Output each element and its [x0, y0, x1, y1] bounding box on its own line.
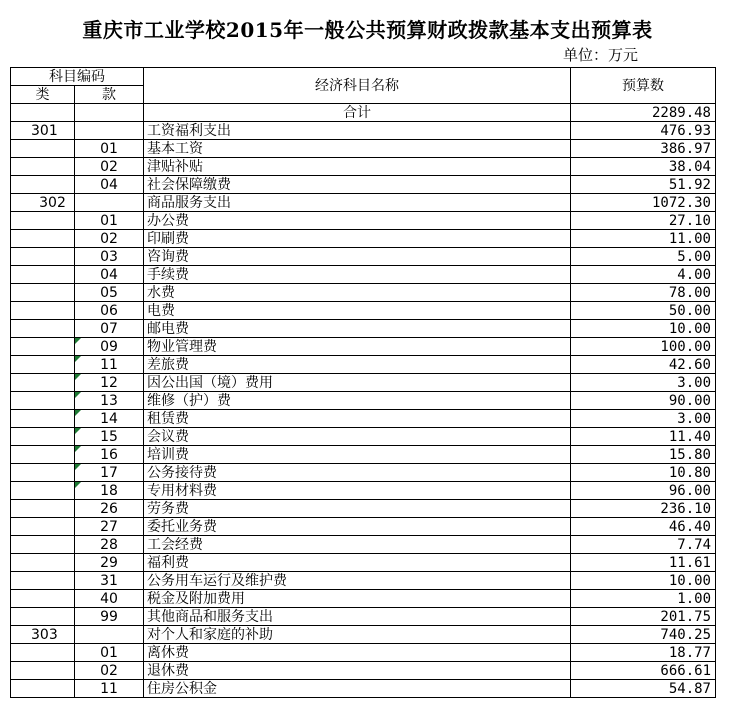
- name-cell[interactable]: 水费: [144, 284, 571, 302]
- kuan-text: 06: [100, 302, 118, 319]
- header-code-group[interactable]: 科目编码: [11, 68, 144, 86]
- kuan-cell[interactable]: [75, 428, 144, 446]
- kuan-text: 28: [100, 536, 118, 553]
- table-row: [11, 158, 716, 176]
- table-row: [11, 572, 716, 590]
- name-cell[interactable]: 邮电费: [144, 320, 571, 338]
- amount-cell[interactable]: 201.75: [571, 608, 716, 626]
- lei-cell[interactable]: [11, 374, 75, 392]
- kuan-cell[interactable]: [75, 590, 144, 608]
- kuan-cell[interactable]: [75, 464, 144, 482]
- name-cell[interactable]: 工会经费: [144, 536, 571, 554]
- name-cell[interactable]: 委托业务费: [144, 518, 571, 536]
- table-row: [11, 680, 716, 698]
- amount-cell[interactable]: 96.00: [571, 482, 716, 500]
- cell-marker-icon: [75, 338, 81, 344]
- cell-marker-icon: [75, 392, 81, 398]
- lei-cell[interactable]: [11, 446, 75, 464]
- name-cell[interactable]: 培训费: [144, 446, 571, 464]
- name-cell[interactable]: 退休费: [144, 662, 571, 680]
- cell-marker-icon: [75, 446, 81, 452]
- lei-cell[interactable]: [11, 662, 75, 680]
- lei-cell[interactable]: [11, 320, 75, 338]
- name-cell[interactable]: 对个人和家庭的补助: [144, 626, 571, 644]
- name-cell[interactable]: 住房公积金: [144, 680, 571, 698]
- total-kuan-cell[interactable]: [75, 104, 144, 122]
- kuan-cell[interactable]: [75, 446, 144, 464]
- table-row: [11, 446, 716, 464]
- table-row: [11, 212, 716, 230]
- kuan-text: 01: [100, 644, 118, 661]
- lei-cell[interactable]: [11, 572, 75, 590]
- amount-cell[interactable]: 740.25: [571, 626, 716, 644]
- header-name[interactable]: 经济科目名称: [144, 68, 571, 104]
- table-row: [11, 662, 716, 680]
- kuan-cell[interactable]: [75, 176, 144, 194]
- amount-cell[interactable]: 3.00: [571, 410, 716, 428]
- kuan-text: 14: [100, 410, 118, 427]
- lei-cell[interactable]: [11, 392, 75, 410]
- kuan-cell[interactable]: [75, 320, 144, 338]
- lei-cell[interactable]: [11, 590, 75, 608]
- table-row: [11, 230, 716, 248]
- lei-cell[interactable]: [11, 248, 75, 266]
- table-row: [11, 518, 716, 536]
- kuan-text: 04: [100, 176, 118, 193]
- amount-cell[interactable]: 11.61: [571, 554, 716, 572]
- amount-cell[interactable]: 10.00: [571, 320, 716, 338]
- name-cell[interactable]: 维修（护）费: [144, 392, 571, 410]
- kuan-cell[interactable]: [75, 122, 144, 140]
- amount-cell[interactable]: 476.93: [571, 122, 716, 140]
- lei-cell[interactable]: [11, 338, 75, 356]
- lei-cell[interactable]: [11, 176, 75, 194]
- kuan-text: 11: [100, 356, 118, 373]
- kuan-text: 07: [100, 320, 118, 337]
- lei-cell[interactable]: 301: [11, 122, 75, 140]
- name-cell[interactable]: 离休费: [144, 644, 571, 662]
- lei-cell[interactable]: [11, 212, 75, 230]
- lei-cell[interactable]: [11, 284, 75, 302]
- kuan-cell[interactable]: [75, 482, 144, 500]
- name-cell[interactable]: 社会保障缴费: [144, 176, 571, 194]
- lei-cell[interactable]: [11, 266, 75, 284]
- kuan-text: 03: [100, 248, 118, 265]
- total-amount[interactable]: 2289.48: [571, 104, 716, 122]
- lei-cell[interactable]: [11, 428, 75, 446]
- kuan-cell[interactable]: [75, 536, 144, 554]
- kuan-text: 29: [100, 554, 118, 571]
- kuan-cell[interactable]: [75, 572, 144, 590]
- kuan-cell[interactable]: [75, 230, 144, 248]
- table-row: [11, 374, 716, 392]
- kuan-text: 02: [100, 230, 118, 247]
- amount-cell[interactable]: 1.00: [571, 590, 716, 608]
- kuan-cell[interactable]: [75, 248, 144, 266]
- kuan-text: 04: [100, 266, 118, 283]
- cell-marker-icon: [75, 482, 81, 488]
- table-row: [11, 536, 716, 554]
- total-lei-cell[interactable]: [11, 104, 75, 122]
- total-row: [11, 104, 716, 122]
- kuan-cell[interactable]: [75, 662, 144, 680]
- kuan-cell[interactable]: [75, 284, 144, 302]
- lei-cell[interactable]: [11, 644, 75, 662]
- amount-cell[interactable]: 10.00: [571, 572, 716, 590]
- kuan-text: 18: [100, 482, 118, 499]
- amount-cell[interactable]: 11.00: [571, 230, 716, 248]
- amount-cell[interactable]: 54.87: [571, 680, 716, 698]
- cell-marker-icon: [75, 410, 81, 416]
- lei-cell[interactable]: 302: [11, 194, 75, 212]
- table-row: [11, 140, 716, 158]
- amount-cell[interactable]: 100.00: [571, 338, 716, 356]
- header-kuan[interactable]: 款: [75, 86, 144, 104]
- name-cell[interactable]: 会议费: [144, 428, 571, 446]
- name-cell[interactable]: 租赁费: [144, 410, 571, 428]
- unit-label: 单位：万元: [563, 46, 639, 64]
- table-row: [11, 392, 716, 410]
- cell-marker-icon: [75, 428, 81, 434]
- amount-cell[interactable]: 1072.30: [571, 194, 716, 212]
- lei-cell[interactable]: [11, 356, 75, 374]
- table-row: [11, 626, 716, 644]
- name-cell[interactable]: 电费: [144, 302, 571, 320]
- lei-cell[interactable]: [11, 464, 75, 482]
- kuan-text: 11: [100, 680, 118, 697]
- amount-cell[interactable]: 38.04: [571, 158, 716, 176]
- name-cell[interactable]: 专用材料费: [144, 482, 571, 500]
- lei-cell[interactable]: [11, 140, 75, 158]
- kuan-text: 15: [100, 428, 118, 445]
- kuan-cell[interactable]: [75, 356, 144, 374]
- table-row: [11, 554, 716, 572]
- kuan-text: 26: [100, 500, 118, 517]
- lei-cell[interactable]: [11, 518, 75, 536]
- name-cell[interactable]: 咨询费: [144, 248, 571, 266]
- name-cell[interactable]: 公务用车运行及维护费: [144, 572, 571, 590]
- kuan-cell[interactable]: [75, 140, 144, 158]
- total-label[interactable]: 合计: [144, 104, 571, 122]
- table-row: [11, 410, 716, 428]
- lei-cell[interactable]: [11, 230, 75, 248]
- amount-cell[interactable]: 666.61: [571, 662, 716, 680]
- lei-cell[interactable]: [11, 608, 75, 626]
- table-row: [11, 428, 716, 446]
- table-row: [11, 338, 716, 356]
- kuan-text: 12: [100, 374, 118, 391]
- kuan-cell[interactable]: [75, 374, 144, 392]
- cell-marker-icon: [75, 464, 81, 470]
- table-row: [11, 248, 716, 266]
- name-cell[interactable]: 商品服务支出: [144, 194, 571, 212]
- table-row: [11, 302, 716, 320]
- kuan-text: 31: [100, 572, 118, 589]
- kuan-cell[interactable]: [75, 518, 144, 536]
- name-cell[interactable]: 公务接待费: [144, 464, 571, 482]
- lei-cell[interactable]: [11, 680, 75, 698]
- kuan-cell[interactable]: [75, 680, 144, 698]
- name-cell[interactable]: 税金及附加费用: [144, 590, 571, 608]
- amount-cell[interactable]: 90.00: [571, 392, 716, 410]
- amount-cell[interactable]: 7.74: [571, 536, 716, 554]
- amount-cell[interactable]: 386.97: [571, 140, 716, 158]
- name-cell[interactable]: 劳务费: [144, 500, 571, 518]
- table-row: [11, 464, 716, 482]
- kuan-text: 01: [100, 212, 118, 229]
- lei-cell[interactable]: [11, 536, 75, 554]
- lei-cell[interactable]: [11, 500, 75, 518]
- lei-cell[interactable]: [11, 302, 75, 320]
- table-title: 重庆市工业学校2015年一般公共预算财政拨款基本支出预算表: [82, 18, 653, 42]
- lei-cell[interactable]: [11, 482, 75, 500]
- kuan-cell[interactable]: [75, 626, 144, 644]
- kuan-text: 99: [100, 608, 118, 625]
- name-cell[interactable]: 办公费: [144, 212, 571, 230]
- amount-cell[interactable]: 10.80: [571, 464, 716, 482]
- kuan-cell[interactable]: [75, 554, 144, 572]
- table-row: [11, 644, 716, 662]
- name-cell[interactable]: 工资福利支出: [144, 122, 571, 140]
- table-row: [11, 284, 716, 302]
- amount-cell[interactable]: 42.60: [571, 356, 716, 374]
- kuan-cell[interactable]: [75, 608, 144, 626]
- kuan-cell[interactable]: [75, 644, 144, 662]
- table-row: [11, 320, 716, 338]
- kuan-text: 09: [100, 338, 118, 355]
- table-row: [11, 608, 716, 626]
- table-row: [11, 356, 716, 374]
- table-row: [11, 266, 716, 284]
- kuan-cell[interactable]: [75, 194, 144, 212]
- lei-cell[interactable]: 303: [11, 626, 75, 644]
- amount-cell[interactable]: 11.40: [571, 428, 716, 446]
- table-row: [11, 500, 716, 518]
- lei-cell[interactable]: [11, 410, 75, 428]
- kuan-text: 17: [100, 464, 118, 481]
- kuan-text: 05: [100, 284, 118, 301]
- kuan-cell[interactable]: [75, 158, 144, 176]
- name-cell[interactable]: 物业管理费: [144, 338, 571, 356]
- amount-cell[interactable]: 5.00: [571, 248, 716, 266]
- header-amount[interactable]: 预算数: [571, 68, 716, 104]
- cell-marker-icon: [75, 356, 81, 362]
- kuan-cell[interactable]: [75, 302, 144, 320]
- kuan-text: 13: [100, 392, 118, 409]
- kuan-cell[interactable]: [75, 338, 144, 356]
- name-cell[interactable]: 其他商品和服务支出: [144, 608, 571, 626]
- lei-cell[interactable]: [11, 554, 75, 572]
- kuan-text: 02: [100, 662, 118, 679]
- amount-cell[interactable]: 3.00: [571, 374, 716, 392]
- kuan-text: 40: [100, 590, 118, 607]
- name-cell[interactable]: 福利费: [144, 554, 571, 572]
- table-row: [11, 194, 716, 212]
- table-row: [11, 482, 716, 500]
- budget-table: [10, 67, 715, 698]
- cell-marker-icon: [75, 374, 81, 380]
- amount-cell[interactable]: 51.92: [571, 176, 716, 194]
- amount-cell[interactable]: 50.00: [571, 302, 716, 320]
- header-lei[interactable]: 类: [11, 86, 75, 104]
- kuan-text: 27: [100, 518, 118, 535]
- name-cell[interactable]: 基本工资: [144, 140, 571, 158]
- amount-cell[interactable]: 236.10: [571, 500, 716, 518]
- table-row: [11, 122, 716, 140]
- lei-cell[interactable]: [11, 158, 75, 176]
- kuan-cell[interactable]: [75, 392, 144, 410]
- amount-cell[interactable]: 15.80: [571, 446, 716, 464]
- table-row: [11, 176, 716, 194]
- amount-cell[interactable]: 18.77: [571, 644, 716, 662]
- name-cell[interactable]: 差旅费: [144, 356, 571, 374]
- name-cell[interactable]: 津贴补贴: [144, 158, 571, 176]
- amount-cell[interactable]: 46.40: [571, 518, 716, 536]
- kuan-cell[interactable]: [75, 266, 144, 284]
- table-row: [11, 590, 716, 608]
- kuan-text: 16: [100, 446, 118, 463]
- kuan-text: 01: [100, 140, 118, 157]
- name-cell[interactable]: 印刷费: [144, 230, 571, 248]
- kuan-cell[interactable]: [75, 212, 144, 230]
- kuan-cell[interactable]: [75, 500, 144, 518]
- name-cell[interactable]: 因公出国（境）费用: [144, 374, 571, 392]
- amount-cell[interactable]: 4.00: [571, 266, 716, 284]
- kuan-cell[interactable]: [75, 410, 144, 428]
- amount-cell[interactable]: 27.10: [571, 212, 716, 230]
- amount-cell[interactable]: 78.00: [571, 284, 716, 302]
- kuan-text: 02: [100, 158, 118, 175]
- name-cell[interactable]: 手续费: [144, 266, 571, 284]
